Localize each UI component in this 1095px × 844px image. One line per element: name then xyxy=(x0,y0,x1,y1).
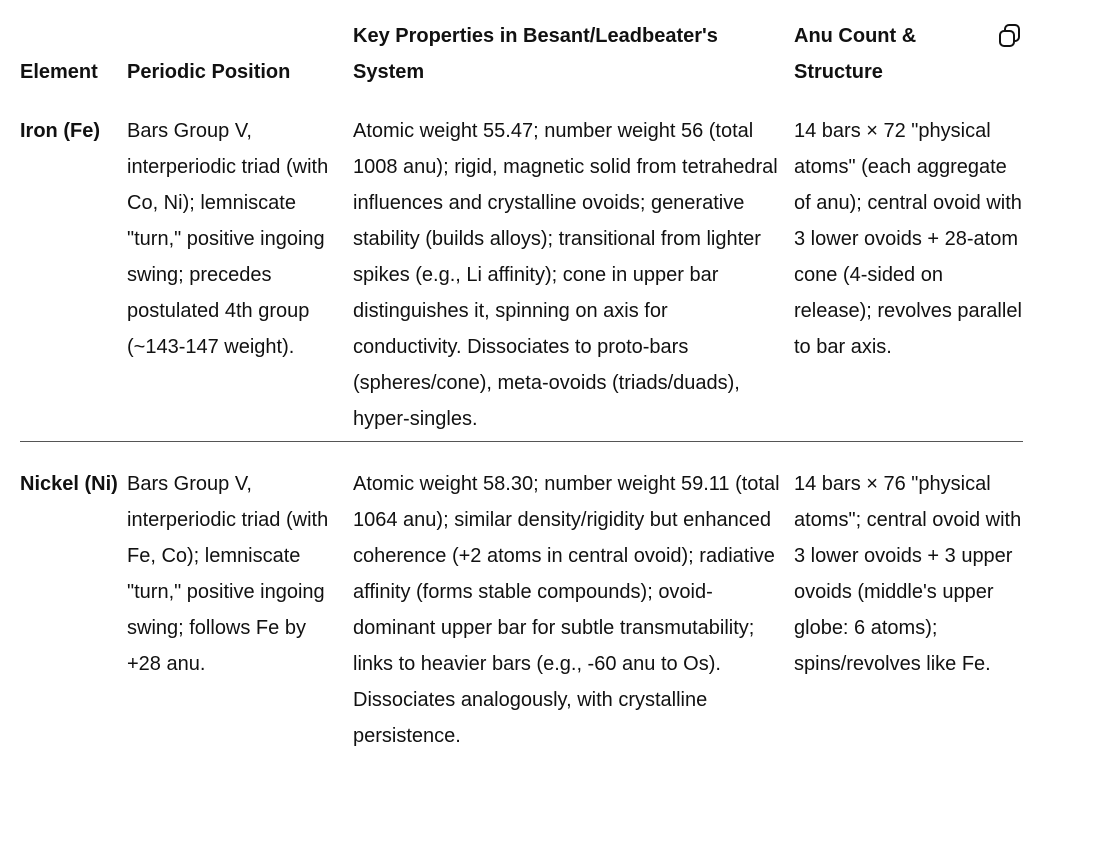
cell-key-properties: Atomic weight 55.47; number weight 56 (total 1008 anu); rigid, magnetic solid from tetrahedral influences and crystalline ovoids; generative stability (builds alloys); transitional from lighter spikes (e.g., Li affinity); cone in upper bar distinguishes it, spinning on axis for conductivity. Dissociates to proto-bars (spheres/cone), meta-ovoids (triads/duads), hyper-singles. xyxy=(353,108,794,442)
table-header-row xyxy=(20,18,1023,108)
cell-anu-count: 14 bars × 76 "physical atoms"; central ovoid with 3 lower ovoids + 3 upper ovoids (middle's upper globe: 6 atoms); spins/revolves like Fe. xyxy=(794,473,1022,675)
elements-table xyxy=(20,18,1023,758)
table-row xyxy=(20,442,1023,759)
cell-key-properties: Atomic weight 58.30; number weight 59.11 (total 1064 anu); similar density/rigidity but enhanced coherence (+2 atoms in central ovoid); radiative affinity (forms stable compounds); ovoid-dominant upper bar for subtle transmutability; links to heavier bars (e.g., -60 anu to Os). Dissociates analogously, with crystalline persistence. xyxy=(353,473,780,747)
cell-element: Nickel (Ni) xyxy=(20,473,118,495)
header-key-properties: Key Properties in Besant/Leadbeater's System xyxy=(353,25,718,83)
table-row xyxy=(20,108,1023,442)
cell-element: Iron (Fe) xyxy=(20,108,127,442)
header-anu-count: Anu Count & Structure xyxy=(794,25,917,83)
cell-anu-count: 14 bars × 72 "physical atoms" (each aggregate of anu); central ovoid with 3 lower ovoids + 28-atom cone (4-sided on release); revolves parallel to bar axis. xyxy=(794,108,1023,442)
header-element: Element xyxy=(20,61,98,83)
cell-periodic-position: Bars Group V, interperiodic triad (with Co, Ni); lemniscate "turn," positive ingoing swing; precedes postulated 4th group (~143-147 weight). xyxy=(127,108,353,442)
cell-periodic-position: Bars Group V, interperiodic triad (with Fe, Co); lemniscate "turn," positive ingoing swing; follows Fe by +28 anu. xyxy=(127,473,329,675)
header-periodic-position: Periodic Position xyxy=(127,61,291,83)
